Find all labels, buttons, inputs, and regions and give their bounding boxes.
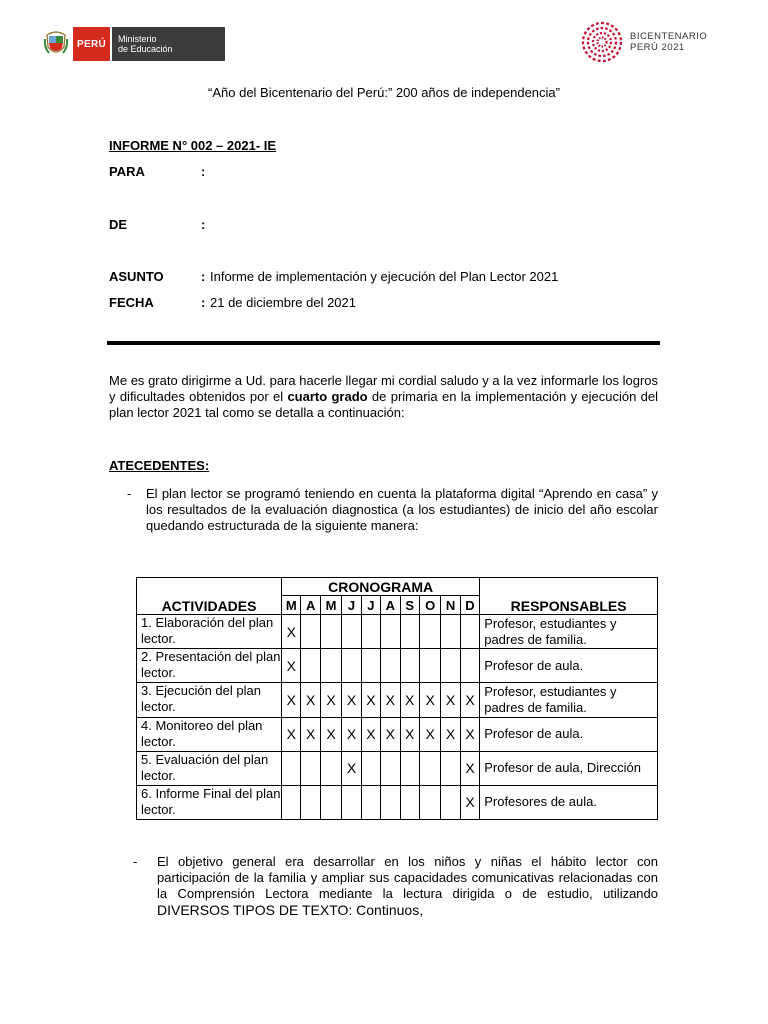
- schedule-mark-cell: [361, 785, 380, 819]
- schedule-mark-cell: X: [460, 751, 479, 785]
- header-activities: ACTIVIDADES: [137, 578, 282, 615]
- intro-paragraph: [109, 373, 658, 421]
- activity-cell: 4. Monitoreo del plan lector.: [137, 717, 282, 751]
- schedule-mark-cell: [361, 751, 380, 785]
- activity-cell: 6. Informe Final del plan lector.: [137, 785, 282, 819]
- field-colon-fecha: :: [201, 295, 206, 310]
- responsible-cell: Profesor de aula.: [480, 649, 658, 683]
- intro-text-2: de primaria en la implementación y ejecución del plan lector 2021 tal como se detalla a continuación:: [109, 389, 658, 420]
- schedule-mark-cell: X: [282, 615, 301, 649]
- section-title-antecedentes: ATECEDENTES:: [109, 458, 210, 473]
- table-row: [137, 683, 658, 717]
- coat-of-arms-icon: [43, 27, 69, 61]
- activity-cell: 2. Presentación del plan lector.: [137, 649, 282, 683]
- schedule-table: [136, 577, 658, 820]
- responsible-cell: Profesor, estudiantes y padres de familia.: [480, 615, 658, 649]
- month-header-6: S: [400, 596, 419, 615]
- header-responsible: RESPONSABLES: [480, 578, 658, 615]
- schedule-mark-cell: X: [381, 717, 400, 751]
- schedule-mark-cell: X: [460, 717, 479, 751]
- schedule-mark-cell: [301, 785, 320, 819]
- bicentenario-line1: BICENTENARIO: [630, 31, 708, 42]
- schedule-mark-cell: [381, 649, 400, 683]
- month-header-9: D: [460, 596, 479, 615]
- field-colon-de: :: [201, 217, 206, 232]
- header-schedule: CRONOGRAMA: [282, 578, 480, 596]
- ministry-line1: Ministerio: [118, 34, 157, 44]
- schedule-mark-cell: [441, 751, 460, 785]
- intro-bold: cuarto grado: [287, 389, 368, 404]
- schedule-mark-cell: [342, 615, 361, 649]
- field-value-asunto: Informe de implementación y ejecución del Plan Lector 2021: [210, 269, 559, 284]
- schedule-mark-cell: [381, 615, 400, 649]
- schedule-mark-cell: [460, 615, 479, 649]
- schedule-mark-cell: [282, 751, 301, 785]
- table-row: [137, 751, 658, 785]
- schedule-mark-cell: X: [381, 683, 400, 717]
- bicentenario-text: [630, 31, 707, 53]
- schedule-mark-cell: X: [342, 683, 361, 717]
- schedule-mark-cell: [361, 649, 380, 683]
- month-header-2: M: [320, 596, 341, 615]
- schedule-mark-cell: X: [460, 683, 479, 717]
- schedule-mark-cell: [320, 649, 341, 683]
- schedule-mark-cell: [381, 751, 400, 785]
- schedule-mark-cell: [441, 785, 460, 819]
- schedule-mark-cell: X: [320, 717, 341, 751]
- bullet-dash-2: -: [133, 854, 138, 869]
- schedule-mark-cell: X: [342, 717, 361, 751]
- field-label-fecha: FECHA: [109, 295, 154, 310]
- responsible-cell: Profesor, estudiantes y padres de familia.: [480, 683, 658, 717]
- report-title: INFORME N° 002 – 2021- IE: [109, 138, 277, 153]
- schedule-mark-cell: X: [419, 717, 440, 751]
- bullet-paragraph-1: El plan lector se programó teniendo en cuenta la plataforma digital “Aprendo en casa” y los resultados de la evaluación diagnostica (a los estudiantes) de inicio del año escolar quedando estructurada de la siguiente manera:: [146, 486, 658, 533]
- field-colon-asunto: :: [201, 269, 206, 284]
- table-row: [137, 615, 658, 649]
- intro-text-1: Me es grato dirigirme a Ud. para hacerle llegar mi cordial saludo y a la vez informarle los logros y dificultades obtenidos por el: [109, 373, 658, 404]
- schedule-mark-cell: [320, 751, 341, 785]
- month-header-0: M: [282, 596, 301, 615]
- month-header-8: N: [441, 596, 460, 615]
- schedule-mark-cell: [460, 649, 479, 683]
- schedule-mark-cell: [400, 785, 419, 819]
- schedule-mark-cell: [301, 649, 320, 683]
- schedule-mark-cell: [282, 785, 301, 819]
- peru-ministry-logo: [43, 27, 225, 61]
- schedule-mark-cell: X: [460, 785, 479, 819]
- schedule-mark-cell: X: [419, 683, 440, 717]
- schedule-mark-cell: X: [361, 717, 380, 751]
- bullet2-text-1: El objetivo general era desarrollar en los niños y niñas el hábito lector con participación de la familia y ampliar sus capacidades comunicativas relacionadas con la Comprensión Lectora mediante la lectura dirigida o de estudio, utilizando: [157, 854, 658, 901]
- peru-label: PERÚ: [73, 27, 110, 61]
- table-row: [137, 717, 658, 751]
- bullet-paragraph-2: [157, 854, 658, 919]
- schedule-mark-cell: [301, 615, 320, 649]
- activity-cell: 1. Elaboración del plan lector.: [137, 615, 282, 649]
- schedule-mark-cell: X: [400, 683, 419, 717]
- field-label-para: PARA: [109, 164, 145, 179]
- schedule-mark-cell: [320, 615, 341, 649]
- schedule-mark-cell: X: [342, 751, 361, 785]
- month-header-4: J: [361, 596, 380, 615]
- field-colon-para: :: [201, 164, 206, 179]
- table-row: [137, 649, 658, 683]
- schedule-mark-cell: [441, 649, 460, 683]
- schedule-mark-cell: [400, 615, 419, 649]
- schedule-mark-cell: X: [301, 717, 320, 751]
- activity-cell: 3. Ejecución del plan lector.: [137, 683, 282, 717]
- schedule-rows: [137, 615, 658, 820]
- schedule-mark-cell: [361, 615, 380, 649]
- schedule-mark-cell: [419, 649, 440, 683]
- schedule-mark-cell: X: [282, 683, 301, 717]
- field-value-fecha: 21 de diciembre del 2021: [210, 295, 356, 310]
- responsible-cell: Profesor de aula.: [480, 717, 658, 751]
- schedule-mark-cell: [342, 649, 361, 683]
- schedule-mark-cell: X: [320, 683, 341, 717]
- schedule-mark-cell: [381, 785, 400, 819]
- schedule-mark-cell: X: [361, 683, 380, 717]
- schedule-mark-cell: [441, 615, 460, 649]
- schedule-mark-cell: X: [441, 717, 460, 751]
- table-row: [137, 785, 658, 819]
- schedule-mark-cell: [419, 615, 440, 649]
- field-label-de: DE: [109, 217, 128, 232]
- year-motto: “Año del Bicentenario del Perú:” 200 años de independencia”: [208, 85, 560, 100]
- bullet-dash-1: -: [127, 486, 132, 501]
- bicentenario-emblem-icon: [580, 20, 624, 64]
- header-divider: [107, 341, 660, 345]
- bicentenario-line2: PERÚ 2021: [630, 42, 685, 53]
- schedule-mark-cell: [342, 785, 361, 819]
- ministry-line2: de Educación: [118, 44, 173, 54]
- schedule-mark-cell: X: [441, 683, 460, 717]
- month-header-3: J: [342, 596, 361, 615]
- schedule-mark-cell: X: [282, 717, 301, 751]
- month-header-5: A: [381, 596, 400, 615]
- month-header-7: O: [419, 596, 440, 615]
- schedule-mark-cell: [419, 751, 440, 785]
- responsible-cell: Profesores de aula.: [480, 785, 658, 819]
- schedule-mark-cell: [400, 649, 419, 683]
- schedule-mark-cell: X: [282, 649, 301, 683]
- activity-cell: 5. Evaluación del plan lector.: [137, 751, 282, 785]
- responsible-cell: Profesor de aula, Dirección: [480, 751, 658, 785]
- schedule-mark-cell: [419, 785, 440, 819]
- bullet2-text-2: DIVERSOS TIPOS DE TEXTO: Continuos,: [157, 902, 424, 918]
- schedule-mark-cell: [320, 785, 341, 819]
- schedule-mark-cell: X: [400, 717, 419, 751]
- schedule-mark-cell: X: [301, 683, 320, 717]
- month-header-1: A: [301, 596, 320, 615]
- schedule-mark-cell: [400, 751, 419, 785]
- schedule-mark-cell: [301, 751, 320, 785]
- field-label-asunto: ASUNTO: [109, 269, 164, 284]
- bicentenario-logo: [580, 20, 707, 64]
- ministry-label: [112, 27, 225, 61]
